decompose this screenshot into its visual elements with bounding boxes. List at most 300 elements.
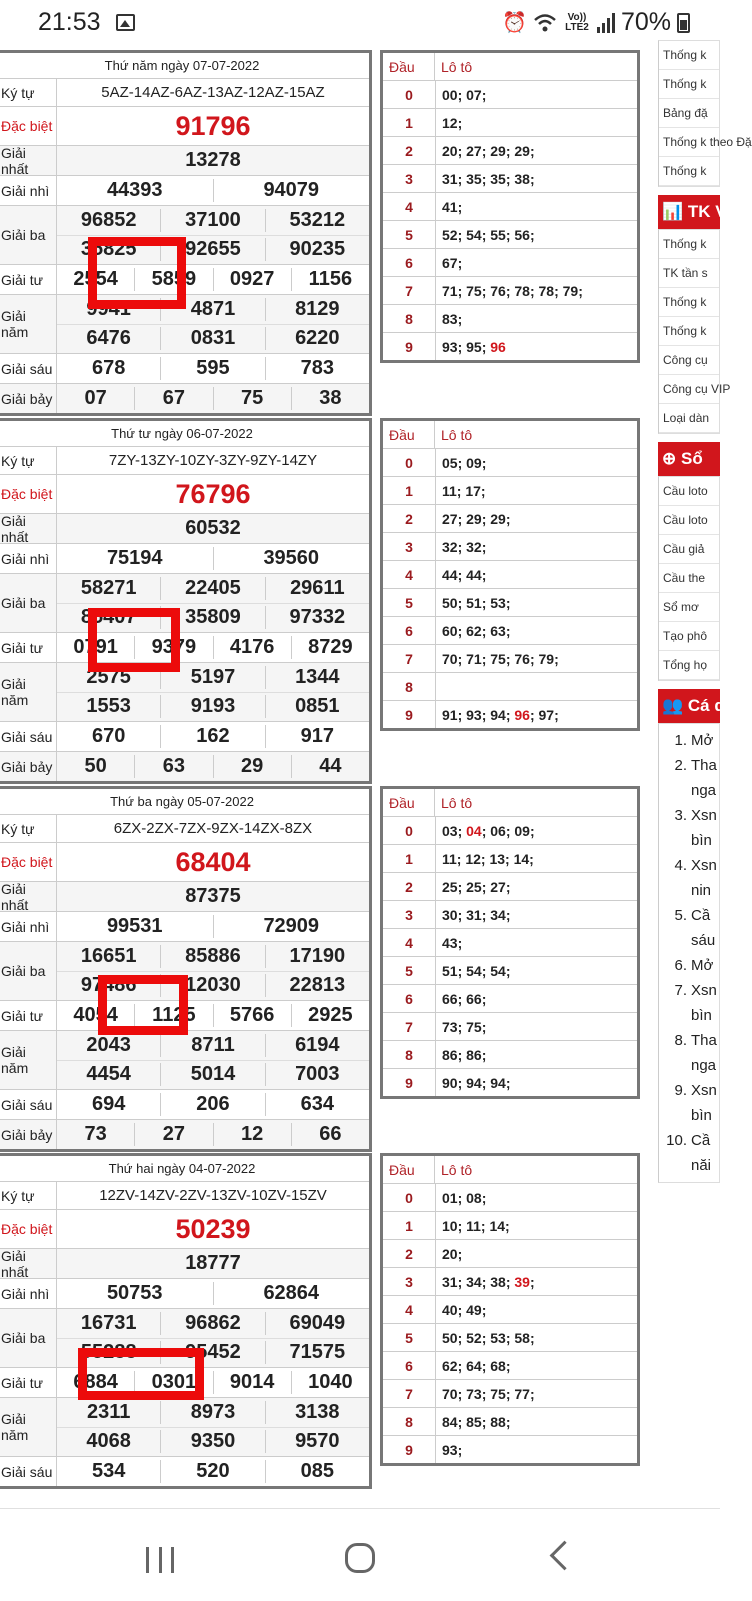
loto-values-text: 93; (442, 1441, 463, 1458)
prize-values (57, 146, 369, 175)
loto-head-digit: 8 (383, 1041, 436, 1068)
loto-head-digit: 4 (383, 193, 436, 220)
forum-list-text: bìn (691, 1107, 712, 1124)
prize-number: 783 (265, 357, 369, 380)
loto-values (436, 1414, 510, 1430)
loto-values (436, 1190, 486, 1206)
sidebar-link[interactable]: Thống k (659, 70, 719, 99)
loto-values (436, 171, 535, 187)
loto-values-text: 73; 75; (442, 1018, 487, 1035)
prize-row-nam (0, 663, 369, 722)
loto-head-digit: 6 (383, 985, 436, 1012)
forum-list-item[interactable] (659, 878, 719, 903)
loto-head-digit: 6 (383, 249, 436, 276)
users-icon: 👥 (662, 696, 684, 715)
forum-list-text: nga (691, 782, 717, 799)
prize-number: 694 (91, 1093, 126, 1115)
loto-values-text: 32; 32; (442, 538, 487, 555)
loto-values-text: 01; 08; (442, 1189, 487, 1206)
forum-list-number: 10. (666, 1132, 687, 1149)
loto-row (383, 449, 637, 477)
loto-row (383, 1184, 637, 1212)
prize-label: Giải ba (0, 574, 57, 632)
prize-line (57, 1182, 369, 1209)
loto-head-digit: 8 (383, 673, 436, 700)
signal-icon (597, 13, 615, 33)
sidebar-heading-vip: 📊 TK VIP (658, 195, 720, 229)
prize-number: 75 (213, 387, 291, 410)
prize-label: Giải nhì (0, 544, 57, 573)
loto-row (383, 1352, 637, 1380)
prize-number: 9570 (265, 1430, 369, 1453)
forum-list-item[interactable] (659, 1053, 719, 1078)
prize-line (57, 843, 369, 881)
forum-list-text: bìn (691, 832, 712, 849)
prize-number: 917 (265, 725, 369, 748)
prize-line (57, 1031, 369, 1060)
prize-number: 4054 (73, 1004, 118, 1026)
back-icon[interactable] (550, 1541, 580, 1571)
loto-head-digit: 2 (383, 1240, 436, 1267)
loto-row (383, 533, 637, 561)
forum-list-item[interactable] (659, 928, 719, 953)
sidebar-link[interactable]: Sổ mơ (659, 593, 719, 622)
prize-number: 8129 (265, 298, 369, 321)
prize-line (57, 882, 369, 911)
prize-number: 60532 (185, 517, 241, 539)
loto-row (383, 561, 637, 589)
loto-head-digit: 5 (383, 221, 436, 248)
prize-label: Giải ba (0, 942, 57, 1000)
loto-values-text: 86; 86; (442, 1046, 487, 1063)
prize-number: 99531 (106, 915, 163, 937)
loto-row (383, 701, 637, 728)
prize-label: Giải tư (0, 265, 57, 294)
prize-number: 4176 (213, 636, 291, 659)
prize-number: 38 (291, 387, 369, 410)
prize-number: 50 (84, 755, 107, 777)
loto-values (436, 1047, 486, 1063)
prize-number: 97486 (80, 974, 137, 997)
loto-values (436, 1246, 462, 1262)
loto-values (436, 823, 535, 839)
prize-number: 35825 (80, 238, 137, 261)
prize-values (57, 912, 369, 941)
prize-row-sau (0, 1090, 369, 1120)
prize-number: 73 (84, 1123, 107, 1145)
loto-head-digit: 9 (383, 333, 436, 360)
prize-values (57, 107, 369, 145)
prize-number: 1553 (86, 695, 131, 718)
forum-list-item[interactable] (659, 978, 719, 1003)
prize-number: 39560 (213, 547, 370, 570)
prize-values (57, 722, 369, 751)
prize-number: 0791 (73, 636, 118, 658)
prize-number: 2925 (291, 1004, 369, 1027)
prize-number: 2043 (86, 1033, 131, 1056)
loto-values (436, 1358, 510, 1374)
sidebar-group-so (658, 476, 720, 681)
loto-row (383, 645, 637, 673)
loto-header (383, 421, 637, 449)
prize-values (57, 1279, 369, 1308)
prize-label: Giải nhì (0, 176, 57, 205)
loto-values-text: 44; 44; (442, 566, 487, 583)
prize-values (57, 1031, 369, 1089)
prize-number: 9941 (86, 297, 131, 320)
prize-row-bay (0, 752, 369, 781)
prize-values (57, 544, 369, 573)
prize-line (57, 1060, 369, 1090)
loto-row (383, 1324, 637, 1352)
prize-label: Giải sáu (0, 722, 57, 751)
prize-values (57, 1398, 369, 1456)
prize-values (57, 1210, 369, 1248)
prize-line (57, 324, 369, 354)
prize-values (57, 475, 369, 513)
forum-list-item[interactable] (659, 1153, 719, 1178)
loto-values-text: 20; (442, 1245, 463, 1262)
forum-list-item[interactable] (659, 803, 719, 828)
prize-number: 6884 (73, 1371, 118, 1393)
loto-head-digit: 1 (383, 477, 436, 504)
prize-number: 634 (265, 1093, 369, 1116)
prize-line (57, 722, 369, 751)
prize-values (57, 1182, 369, 1209)
prize-number: 4454 (86, 1063, 131, 1086)
prize-row-nhat (0, 882, 369, 912)
sidebar-link[interactable]: Thống k (659, 157, 719, 186)
loto-values-text: 30; 31; 34; (442, 906, 511, 923)
prize-row-db (0, 1210, 369, 1249)
prize-number: 29611 (265, 577, 369, 600)
prize-label: Đặc biệt (0, 843, 57, 881)
prize-line (57, 815, 369, 842)
prize-number: 44393 (106, 179, 163, 201)
forum-list-item[interactable] (659, 1078, 719, 1103)
forum-list-number: 2. (674, 757, 687, 774)
wifi-icon (533, 13, 557, 33)
sidebar-link[interactable]: Cầu the (659, 564, 719, 593)
loto-values (436, 707, 559, 723)
prize-number: 5197 (160, 666, 264, 689)
loto-row (383, 673, 637, 701)
loto-values (436, 851, 534, 867)
loto-values (436, 283, 583, 299)
loto-header-loto: Lô tô (441, 58, 473, 75)
forum-list-number: 9. (674, 1082, 687, 1099)
loto-values-text: 66; 66; (442, 990, 487, 1007)
loto-row (383, 137, 637, 165)
prize-row-codes (0, 1182, 369, 1210)
prize-number: 96862 (160, 1312, 264, 1335)
sidebar-link[interactable]: Thống k (659, 288, 719, 317)
prize-row-ba (0, 574, 369, 633)
prize-values (57, 514, 369, 543)
loto-values-text: 43; (442, 934, 463, 951)
loto-values-text: 62; 64; 68; (442, 1357, 511, 1374)
prize-number: 5014 (160, 1063, 264, 1086)
forum-list-item[interactable] (659, 853, 719, 878)
prize-line (57, 146, 369, 175)
prize-line (57, 384, 369, 413)
loto-values (436, 199, 462, 215)
prize-number: 50239 (175, 1213, 251, 1244)
sidebar-link[interactable]: Thống k (659, 230, 719, 259)
prize-number: 85886 (160, 945, 264, 968)
prize-number: 12030 (160, 974, 264, 997)
forum-list-item[interactable] (659, 753, 719, 778)
loto-values-text: 52; 54; 55; 56; (442, 226, 535, 243)
prize-values (57, 79, 369, 106)
prize-number: 95452 (160, 1341, 264, 1364)
prize-values (57, 752, 369, 781)
prize-number: 7003 (265, 1063, 369, 1086)
loto-head-digit: 3 (383, 165, 436, 192)
prize-number: 94079 (213, 179, 370, 202)
prize-number: 17190 (265, 945, 369, 968)
sidebar-heading-so: ⊕ Sổ (658, 442, 720, 476)
prize-number: 2554 (73, 268, 118, 290)
prize-label: Giải nhì (0, 912, 57, 941)
sidebar-link[interactable]: Công cụ (659, 346, 719, 375)
loto-values-text: 20; 27; 29; 29; (442, 142, 535, 159)
forum-list-text: Mở (691, 732, 714, 749)
prize-values (57, 815, 369, 842)
prize-label: Đặc biệt (0, 107, 57, 145)
prize-label: Giải nhất (0, 882, 57, 911)
sidebar-link[interactable]: Công cụ VIP (659, 375, 719, 404)
loto-row (383, 957, 637, 985)
loto-values-text: 84; 85; 88; (442, 1413, 511, 1430)
loto-head-digit: 2 (383, 505, 436, 532)
prize-label: Giải ba (0, 1309, 57, 1367)
prize-line (57, 206, 369, 235)
prize-line (57, 1120, 369, 1149)
prize-line (57, 1210, 369, 1248)
prize-number: 53212 (265, 209, 369, 232)
loto-head-digit: 0 (383, 1184, 436, 1211)
prize-values (57, 882, 369, 911)
loto-values-text: 71; 75; 76; 78; 78; 79; (442, 282, 583, 299)
loto-values (436, 963, 510, 979)
loto-header (383, 789, 637, 817)
loto-header (383, 53, 637, 81)
forum-list-item[interactable] (659, 1128, 719, 1153)
prize-label: Giải bảy (0, 752, 57, 781)
loto-values (436, 143, 535, 159)
forum-list-number: 5. (674, 907, 687, 924)
loto-row (383, 505, 637, 533)
prize-values (57, 384, 369, 413)
prize-row-sau (0, 1457, 369, 1486)
loto-table (380, 50, 640, 363)
loto-table (380, 1153, 640, 1466)
sidebar-group-stats (658, 40, 752, 187)
sidebar-link[interactable]: Loại dàn (659, 404, 719, 433)
prize-label: Giải tư (0, 633, 57, 662)
loto-values-text: 51; 54; 54; (442, 962, 511, 979)
loto-head-digit: 7 (383, 277, 436, 304)
recent-apps-icon[interactable] (146, 1547, 174, 1573)
prize-line (57, 942, 369, 971)
prize-label: Giải năm (0, 663, 57, 721)
sidebar-link[interactable]: TK tần s (659, 259, 719, 288)
sidebar-group-vip (658, 229, 731, 434)
prize-number: 8973 (160, 1401, 264, 1424)
forum-list-item[interactable] (659, 828, 719, 853)
highlight-box (78, 1348, 204, 1400)
prize-row-db (0, 107, 369, 146)
loto-values-text: 00; 07; (442, 86, 487, 103)
sidebar-link[interactable]: Cầu loto (659, 477, 719, 506)
loto-head-digit: 8 (383, 305, 436, 332)
loto-special-value: 96 (490, 338, 506, 355)
prize-line (57, 1398, 369, 1427)
forum-list-number: 8. (674, 1032, 687, 1049)
loto-values-text: 11; 17; (442, 482, 486, 499)
sidebar-link[interactable]: Bảng đặ (659, 99, 719, 128)
loto-table (380, 786, 640, 1099)
loto-head-digit: 1 (383, 1212, 436, 1239)
forum-list-text: Cầ (691, 1132, 711, 1149)
sidebar-link[interactable]: Tạo phô (659, 622, 719, 651)
prize-number: 50753 (106, 1282, 163, 1304)
sidebar-link[interactable]: Thống k theo Đặ (659, 128, 719, 157)
loto-row (383, 1296, 637, 1324)
sidebar-link[interactable]: Thống k (659, 41, 719, 70)
loto-head-digit: 4 (383, 929, 436, 956)
results-table (0, 786, 372, 1152)
loto-values (436, 1302, 486, 1318)
prize-label: Giải nhì (0, 1279, 57, 1308)
results-table (0, 1153, 372, 1489)
loto-row (383, 1408, 637, 1436)
prize-line (57, 475, 369, 513)
prize-row-codes (0, 815, 369, 843)
loto-values (436, 1075, 510, 1091)
loto-table (380, 418, 640, 731)
prize-number: 6ZX-2ZX-7ZX-9ZX-14ZX-8ZX (113, 820, 313, 837)
battery-percent: 70% (620, 8, 671, 36)
prize-label: Giải sáu (0, 1090, 57, 1119)
status-icons (502, 8, 690, 37)
loto-values-text: 11; 12; 13; 14; (442, 850, 534, 867)
loto-special-value: 39 (514, 1273, 530, 1290)
loto-values-text: 83; (442, 310, 463, 327)
prize-line (57, 574, 369, 603)
loto-values (436, 483, 486, 499)
loto-header-loto: Lô tô (441, 1161, 473, 1178)
prize-line (57, 1457, 369, 1486)
prize-number: 13278 (185, 149, 241, 171)
prize-number: 5859 (134, 268, 212, 291)
prize-row-db (0, 843, 369, 882)
loto-values-after: ; (529, 1273, 535, 1290)
prize-label: Giải tư (0, 1368, 57, 1397)
loto-head-digit: 4 (383, 1296, 436, 1323)
forum-list-text: Xsn (691, 982, 717, 999)
prize-values (57, 1249, 369, 1278)
prize-label: Giải nhất (0, 514, 57, 543)
sidebar-link[interactable]: Thống k (659, 317, 719, 346)
loto-values-text: 25; 25; 27; (442, 878, 511, 895)
prize-line (57, 912, 369, 941)
prize-line (57, 1249, 369, 1278)
clock: 21:53 (38, 8, 101, 36)
loto-values-text: 70; 73; 75; 77; (442, 1385, 535, 1402)
prize-number: 9014 (213, 1371, 291, 1394)
prize-row-nam (0, 1398, 369, 1457)
results-date: Thứ hai ngày 04-07-2022 (0, 1156, 369, 1182)
prize-number: 12 (213, 1123, 291, 1146)
prize-row-bay (0, 384, 369, 413)
forum-list-item[interactable] (659, 1028, 719, 1053)
sidebar-link[interactable]: Cầu giả (659, 535, 719, 564)
forum-list-item[interactable] (659, 1103, 719, 1128)
loto-row (383, 1268, 637, 1296)
prize-number: 9350 (160, 1430, 264, 1453)
prize-row-nam (0, 1031, 369, 1090)
sidebar-link[interactable]: Cầu loto (659, 506, 719, 535)
prize-number: 595 (160, 357, 264, 380)
prize-values (57, 447, 369, 474)
prize-number: 5AZ-14AZ-6AZ-13AZ-12AZ-15AZ (101, 84, 325, 101)
loto-row (383, 477, 637, 505)
forum-list-item[interactable] (659, 903, 719, 928)
loto-values-after: ; 06; 09; (481, 822, 535, 839)
prize-label: Giải năm (0, 1031, 57, 1089)
loto-row (383, 617, 637, 645)
prize-row-nhi (0, 544, 369, 574)
forum-list-item[interactable] (659, 778, 719, 803)
prize-number: 0851 (265, 695, 369, 718)
prize-values (57, 176, 369, 205)
prize-number: 9379 (134, 636, 212, 659)
loto-values (436, 991, 486, 1007)
loto-head-digit: 9 (383, 1069, 436, 1096)
home-icon[interactable] (345, 1543, 375, 1573)
forum-list-item[interactable] (659, 1003, 719, 1028)
forum-list-text: Tha (691, 1032, 717, 1049)
loto-row (383, 845, 637, 873)
prize-row-nhi (0, 1279, 369, 1309)
prize-number: 4871 (160, 298, 264, 321)
prize-values (57, 843, 369, 881)
loto-special-value: 04 (466, 822, 482, 839)
prize-number: 534 (91, 1460, 126, 1482)
prize-number: 8729 (291, 636, 369, 659)
loto-values-text: 40; 49; (442, 1301, 487, 1318)
sidebar-link[interactable]: Tổng họ (659, 651, 719, 680)
prize-row-tu (0, 633, 369, 663)
prize-number: 97332 (265, 606, 369, 629)
loto-head-digit: 5 (383, 1324, 436, 1351)
loto-row (383, 817, 637, 845)
prize-label: Giải bảy (0, 1120, 57, 1149)
prize-number: 76796 (175, 478, 251, 509)
loto-row (383, 1212, 637, 1240)
forum-list-item[interactable] (659, 953, 719, 978)
forum-list-item[interactable] (659, 728, 719, 753)
results-date: Thứ năm ngày 07-07-2022 (0, 53, 369, 79)
prize-number: 7ZY-13ZY-10ZY-3ZY-9ZY-14ZY (108, 452, 318, 469)
prize-line (57, 1090, 369, 1119)
prize-label: Giải ba (0, 206, 57, 264)
forum-list-number: 7. (674, 982, 687, 999)
prize-number: 75194 (106, 547, 163, 569)
prize-row-codes (0, 79, 369, 107)
